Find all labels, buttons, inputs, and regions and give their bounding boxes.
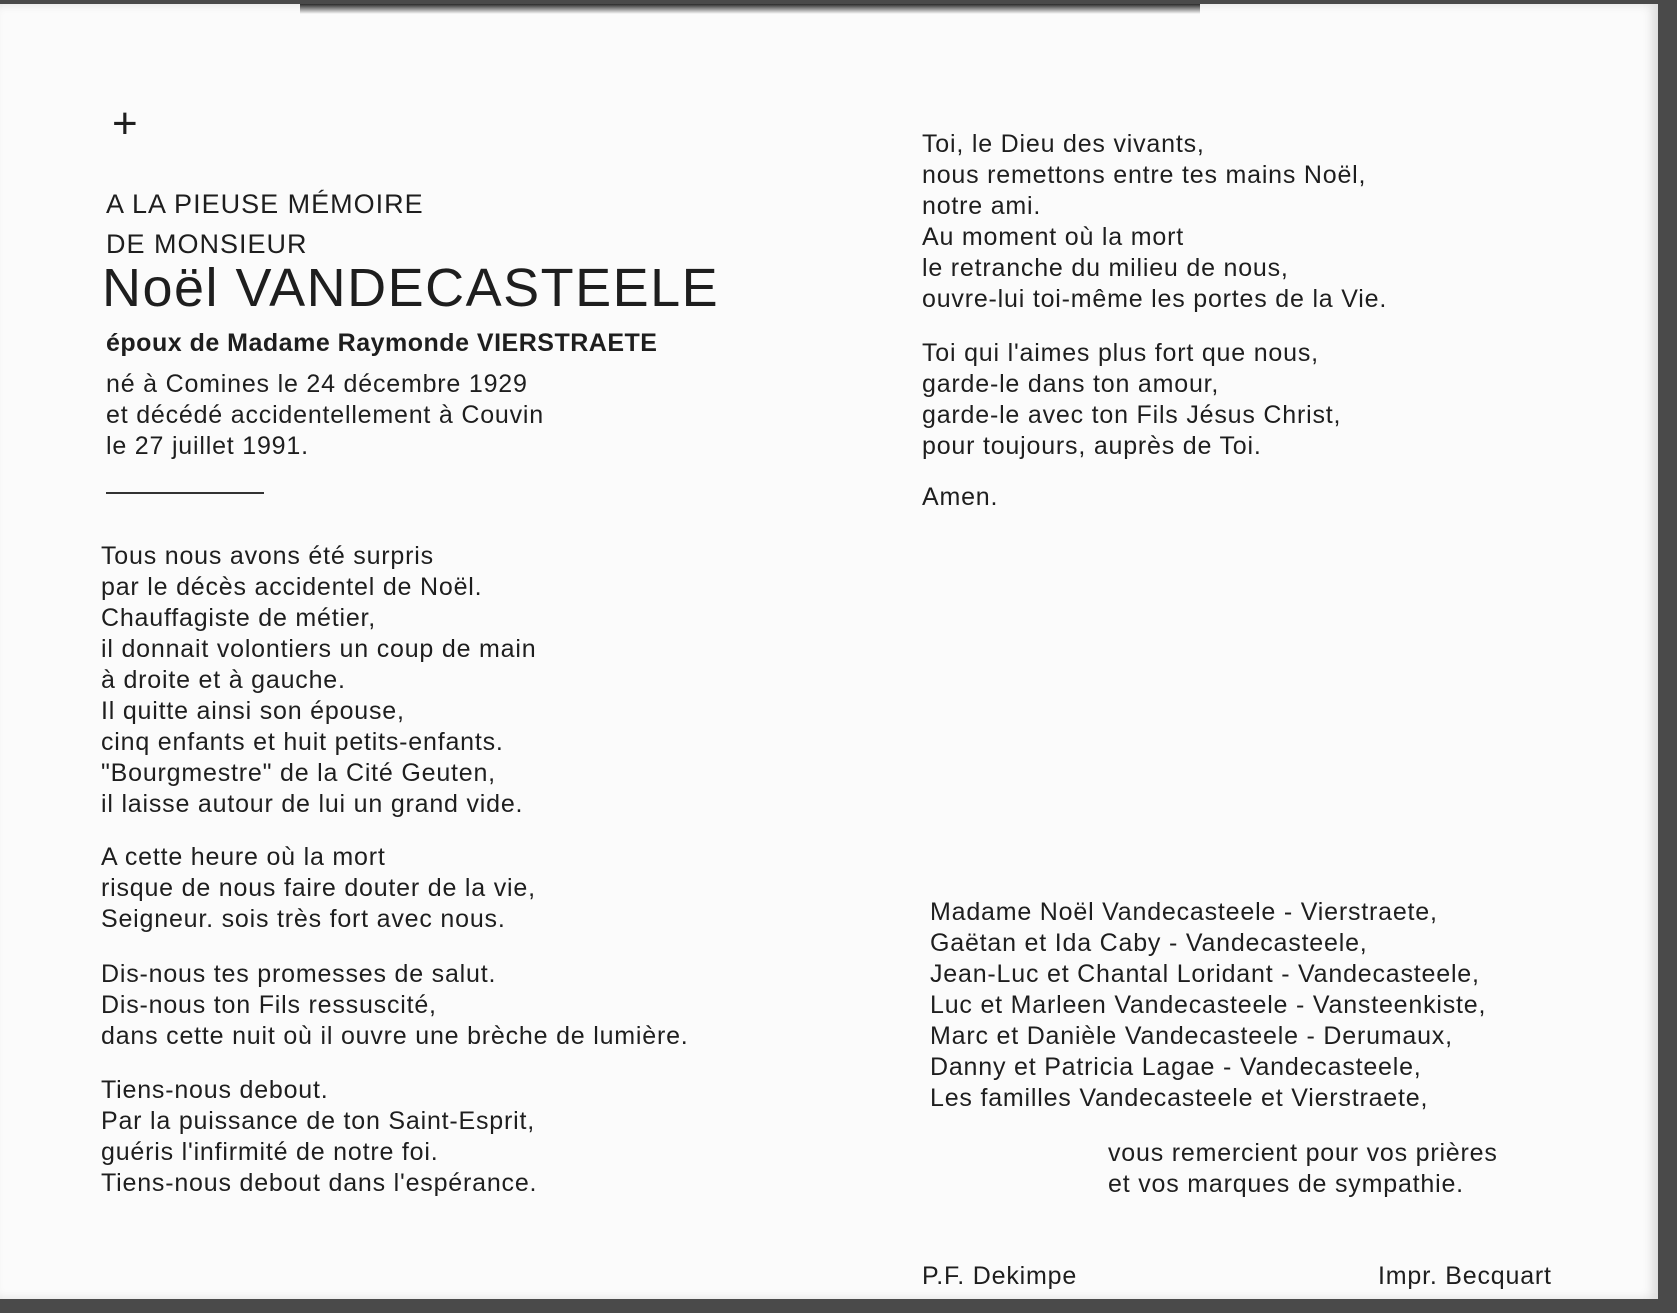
text-line: à droite et à gauche. xyxy=(101,666,346,694)
text-line: il laisse autour de lui un grand vide. xyxy=(101,790,524,818)
text-line: pour toujours, auprès de Toi. xyxy=(922,432,1262,460)
family-list xyxy=(930,897,1486,1114)
text-line: Toi, le Dieu des vivants, xyxy=(922,130,1205,158)
text-line: "Bourgmestre" de la Cité Geuten, xyxy=(101,759,496,787)
text-line: risque de nous faire douter de la vie, xyxy=(101,874,536,902)
spouse-line: époux de Madame Raymonde VIERSTRAETE xyxy=(106,329,658,357)
text-line: dans cette nuit où il ouvre une brèche de lumière. xyxy=(101,1022,689,1050)
birth-death-info xyxy=(106,369,544,462)
family-line: Madame Noël Vandecasteele - Vierstraete, xyxy=(930,898,1438,926)
text-line: guéris l'infirmité de notre foi. xyxy=(101,1138,439,1166)
memorial-heading xyxy=(106,184,424,264)
printer: Impr. Becquart xyxy=(1378,1262,1552,1290)
text-line: Tiens-nous debout dans l'espérance. xyxy=(101,1169,538,1197)
cross-icon: + xyxy=(112,99,138,148)
family-line: Luc et Marleen Vandecasteele - Vansteenkiste, xyxy=(930,991,1487,1019)
family-line: Marc et Danièle Vandecasteele - Derumaux, xyxy=(930,1022,1453,1050)
text-line: le retranche du milieu de nous, xyxy=(922,254,1289,282)
text-line: garde-le dans ton amour, xyxy=(922,370,1220,398)
paragraph xyxy=(101,541,536,820)
prayer xyxy=(922,129,1387,315)
memorial-card xyxy=(0,4,1658,1299)
text-line: Tous nous avons été surpris xyxy=(101,542,434,570)
divider xyxy=(106,492,264,494)
text-line: et décédé accidentellement à Couvin xyxy=(106,401,544,429)
memorial-line: A LA PIEUSE MÉMOIRE xyxy=(106,189,424,219)
text-line: le 27 juillet 1991. xyxy=(106,432,309,460)
text-line: Dis-nous ton Fils ressuscité, xyxy=(101,991,437,1019)
thanks-note xyxy=(1108,1138,1498,1200)
text-line: notre ami. xyxy=(922,192,1042,220)
paragraph xyxy=(101,959,689,1052)
text-line: Tiens-nous debout. xyxy=(101,1076,329,1104)
text-line: Chauffagiste de métier, xyxy=(101,604,377,632)
text-line: garde-le avec ton Fils Jésus Christ, xyxy=(922,401,1342,429)
text-line: par le décès accidentel de Noël. xyxy=(101,573,483,601)
text-line: Au moment où la mort xyxy=(922,223,1184,251)
text-line: né à Comines le 24 décembre 1929 xyxy=(106,370,528,398)
memorial-line: DE MONSIEUR xyxy=(106,229,308,259)
prayer xyxy=(922,338,1341,462)
family-line: Gaëtan et Ida Caby - Vandecasteele, xyxy=(930,929,1368,957)
text-line: Par la puissance de ton Saint-Esprit, xyxy=(101,1107,535,1135)
text-line: il donnait volontiers un coup de main xyxy=(101,635,537,663)
text-line: A cette heure où la mort xyxy=(101,843,386,871)
paragraph xyxy=(101,842,536,935)
text-line: ouvre-lui toi-même les portes de la Vie. xyxy=(922,285,1388,313)
fold-shadow xyxy=(300,4,1200,14)
text-line: Seigneur. sois très fort avec nous. xyxy=(101,905,506,933)
paragraph xyxy=(101,1075,537,1199)
text-line: nous remettons entre tes mains Noël, xyxy=(922,161,1367,189)
text-line: vous remercient pour vos prières xyxy=(1108,1139,1498,1167)
family-line: Danny et Patricia Lagae - Vandecasteele, xyxy=(930,1053,1422,1081)
text-line: Toi qui l'aimes plus fort que nous, xyxy=(922,339,1319,367)
funeral-home: P.F. Dekimpe xyxy=(922,1262,1078,1290)
amen: Amen. xyxy=(922,483,999,511)
family-line: Les familles Vandecasteele et Vierstraete, xyxy=(930,1084,1429,1112)
text-line: et vos marques de sympathie. xyxy=(1108,1170,1464,1198)
deceased-name: Noël VANDECASTEELE xyxy=(102,258,720,318)
text-line: cinq enfants et huit petits-enfants. xyxy=(101,728,504,756)
family-line: Jean-Luc et Chantal Loridant - Vandecasteele, xyxy=(930,960,1480,988)
text-line: Il quitte ainsi son épouse, xyxy=(101,697,405,725)
text-line: Dis-nous tes promesses de salut. xyxy=(101,960,497,988)
